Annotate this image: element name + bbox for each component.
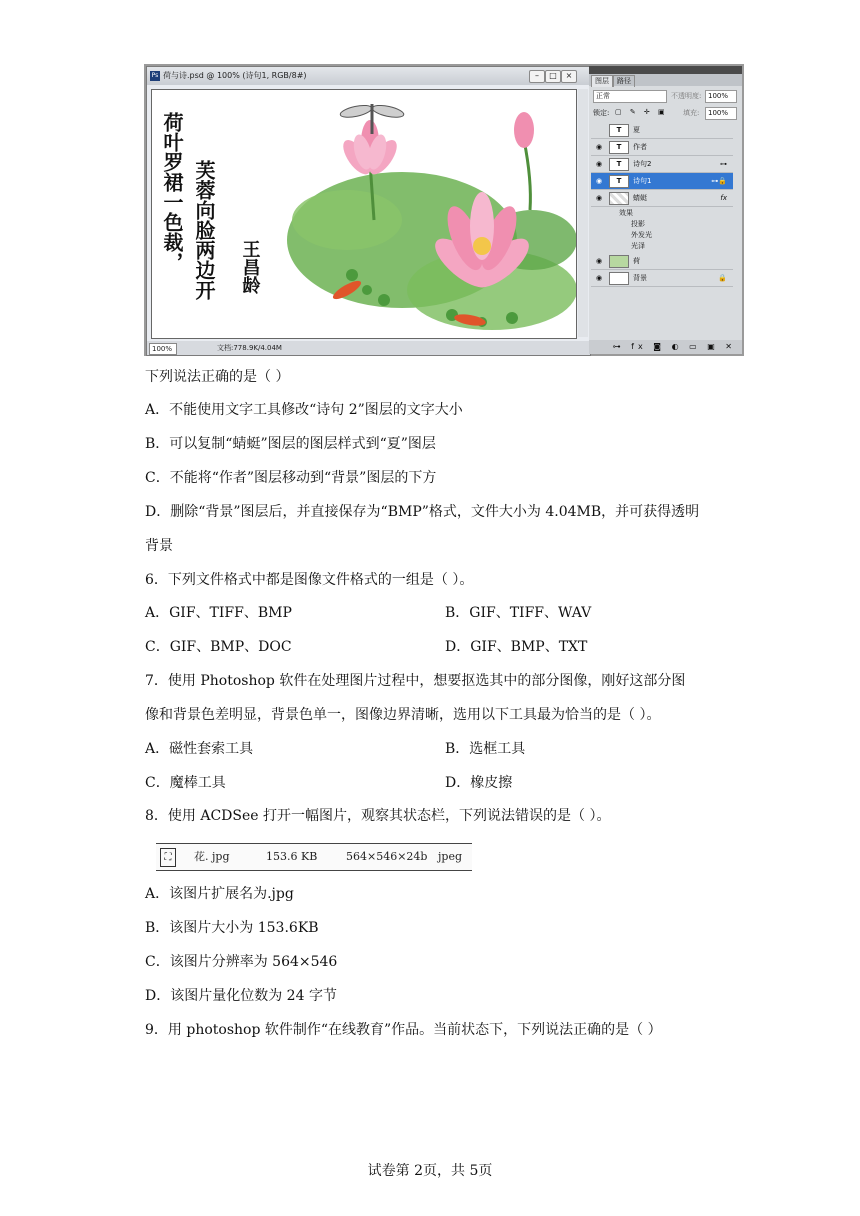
poem-line-1: 荷叶罗裙一色裁， <box>160 112 184 272</box>
eye-icon[interactable]: ◉ <box>595 143 603 151</box>
layer-summer[interactable] <box>591 122 733 139</box>
lock-icon: 🔒 <box>718 274 727 282</box>
fill-label: 填充: <box>683 109 700 117</box>
layers-panel <box>589 66 742 354</box>
effect-drop-shadow[interactable]: 投影 <box>631 220 645 228</box>
layer-name: 荷 <box>633 257 640 265</box>
white-thumbnail <box>609 272 629 285</box>
layer-name: 作者 <box>633 143 647 151</box>
panel-bottom-toolbar[interactable]: ⊶ fx ◙ ◐ ▭ ▣ ✕ <box>589 340 742 354</box>
layer-lotus[interactable] <box>591 253 733 270</box>
fill-field[interactable]: 100% <box>705 107 737 120</box>
effect-outer-glow[interactable]: 外发光 <box>631 231 652 239</box>
q6-option-d: D．GIF、BMP、TXT <box>445 639 588 655</box>
effects-label: 效果 <box>619 209 633 217</box>
q5-prompt: 下列说法正确的是（ ） <box>145 369 290 385</box>
transparent-thumbnail <box>609 192 629 205</box>
q7-option-b: B．选框工具 <box>445 741 526 757</box>
layer-name: 诗句1 <box>633 177 652 185</box>
layer-name: 蜻蜓 <box>633 194 647 202</box>
layer-background[interactable] <box>591 270 733 287</box>
q7-option-d: D．橡皮擦 <box>445 775 513 791</box>
panel-header-bar <box>589 66 742 74</box>
q6-option-a: A．GIF、TIFF、BMP <box>145 605 292 621</box>
q8-option-c: C．该图片分辨率为 564×546 <box>145 954 338 970</box>
document-size: 文档:778.9K/4.04M <box>217 344 282 352</box>
layer-poem1[interactable] <box>591 173 733 190</box>
fx-icon: fx <box>720 194 727 202</box>
text-layer-icon: T <box>609 158 629 171</box>
q8-option-a: A．该图片扩展名为.jpg <box>145 886 294 902</box>
link-lock-icon: ⊶🔒 <box>711 177 727 185</box>
tab-layers[interactable]: 图层 <box>591 75 613 87</box>
lock-icons[interactable]: ▢ ✎ ✛ ▣ <box>615 108 668 116</box>
q8-stem: 8．使用 ACDSee 打开一幅图片，观察其状态栏，下列说法错误的是（ ）。 <box>145 808 611 824</box>
lock-label: 锁定: <box>593 109 610 117</box>
layer-dragonfly[interactable] <box>591 190 733 207</box>
document-title: 荷与诗.psd @ 100% (诗句1, RGB/8#) <box>163 71 307 80</box>
tab-paths[interactable]: 路径 <box>613 75 635 87</box>
opacity-label: 不透明度: <box>671 92 702 100</box>
q6-stem: 6．下列文件格式中都是图像文件格式的一组是（ ）。 <box>145 572 474 588</box>
text-layer-icon: T <box>609 175 629 188</box>
document-window <box>146 66 591 356</box>
q7-stem-line1: 7．使用 Photoshop 软件在处理图片过程中，想要抠选其中的部分图像，刚好这部分图 <box>145 673 686 689</box>
eye-icon[interactable]: ◉ <box>595 257 603 265</box>
q5-option-c: C．不能将“作者”图层移动到“背景”图层的下方 <box>145 470 437 486</box>
q7-stem-line2: 像和背景色差明显，背景色单一，图像边界清晰，选用以下工具最为恰当的是（ ）。 <box>145 707 661 723</box>
poem-line-2: 芙蓉向脸两边开 <box>192 160 216 300</box>
vertical-scrollbar[interactable] <box>578 89 588 337</box>
eye-icon[interactable]: ◉ <box>595 194 603 202</box>
photoshop-icon: Ps <box>151 72 159 79</box>
document-title-bar <box>147 67 590 85</box>
opacity-field[interactable]: 100% <box>705 90 737 103</box>
q6-option-b: B．GIF、TIFF、WAV <box>445 605 592 621</box>
q8-option-d: D．该图片量化位数为 24 字节 <box>145 988 337 1004</box>
eye-icon[interactable]: ◉ <box>595 274 603 282</box>
q8-option-b: B．该图片大小为 153.6KB <box>145 920 319 936</box>
effect-satin[interactable]: 光泽 <box>631 242 645 250</box>
maximize-icon[interactable]: □ <box>545 70 561 83</box>
q7-option-a: A．磁性套索工具 <box>145 741 254 757</box>
image-thumbnail <box>609 255 629 268</box>
close-icon[interactable]: × <box>561 70 577 83</box>
photoshop-screenshot <box>144 64 744 356</box>
q5-option-d-line1: D．删除“背景”图层后，并直接保存为“BMP”格式，文件大小为 4.04MB，并可获得透明 <box>145 504 700 520</box>
layer-name: 诗句2 <box>633 160 652 168</box>
layer-name: 背景 <box>633 274 647 282</box>
status-filename: 花. jpg <box>194 850 230 863</box>
page-footer: 试卷第 2页，共 5页 <box>367 1163 493 1179</box>
q9-stem: 9．用 photoshop 软件制作“在线教育”作品。当前状态下，下列说法正确的是（ ） <box>145 1022 662 1038</box>
q6-option-c: C．GIF、BMP、DOC <box>145 639 292 655</box>
eye-icon[interactable]: ◉ <box>595 160 603 168</box>
status-dimensions: 564×546×24b <box>346 850 428 863</box>
q5-option-d-line2: 背景 <box>145 538 173 554</box>
status-format: jpeg <box>438 850 463 863</box>
layer-poem2[interactable] <box>591 156 733 173</box>
image-file-icon: ⛶ <box>160 848 176 867</box>
lotus-painting <box>152 90 576 338</box>
acdsee-status-bar <box>156 843 472 871</box>
eye-icon[interactable]: ◉ <box>595 177 603 185</box>
link-icon: ⊶ <box>720 160 727 168</box>
q5-option-b: B．可以复制“蜻蜓”图层的图层样式到“夏”图层 <box>145 436 436 452</box>
document-status-bar <box>147 341 590 355</box>
zoom-level[interactable]: 100% <box>149 343 177 355</box>
q5-option-a: A．不能使用文字工具修改“诗句 2”图层的文字大小 <box>145 402 463 418</box>
panel-tabs <box>589 74 742 86</box>
blend-mode-select[interactable]: 正常 <box>593 90 667 103</box>
status-filesize: 153.6 KB <box>266 850 318 863</box>
minimize-icon[interactable]: – <box>529 70 545 83</box>
canvas <box>151 89 577 339</box>
layer-author[interactable] <box>591 139 733 156</box>
text-layer-icon: T <box>609 141 629 154</box>
poem-author: 王昌龄 <box>239 240 261 294</box>
layer-name: 夏 <box>633 126 640 134</box>
q7-option-c: C．魔棒工具 <box>145 775 226 791</box>
text-layer-icon: T <box>609 124 629 137</box>
